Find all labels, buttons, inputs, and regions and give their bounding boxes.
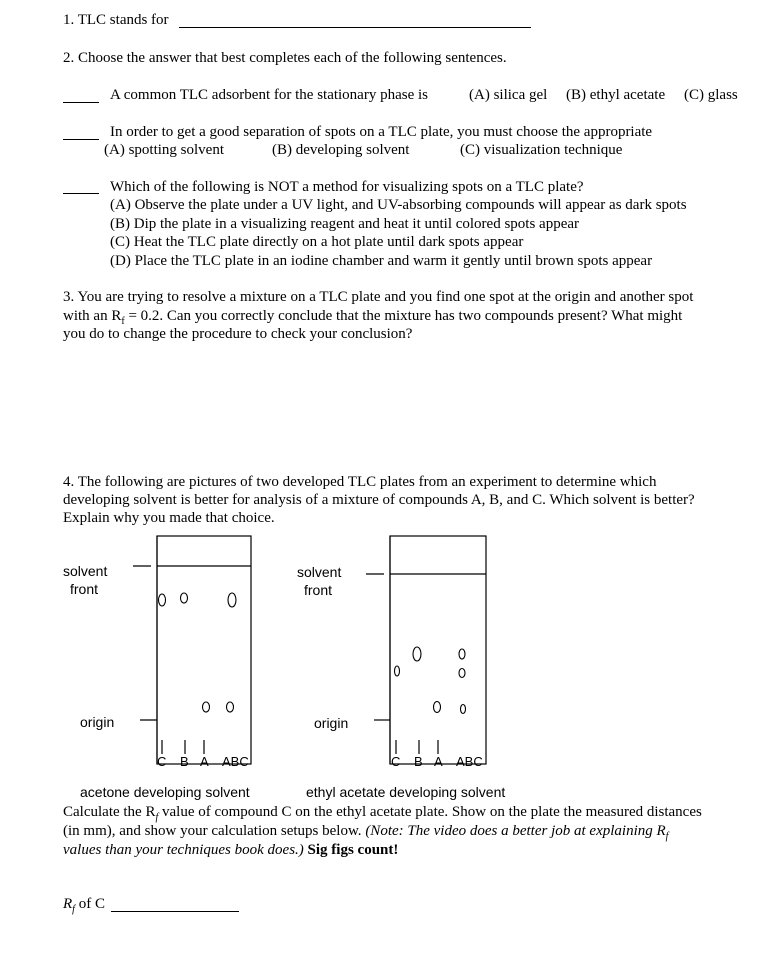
spot	[203, 702, 210, 712]
spot	[228, 593, 236, 607]
tlc-plate-acetone	[133, 536, 251, 764]
left-solvent-label: solvent	[63, 563, 108, 579]
spot	[227, 702, 234, 712]
q2b-stem: In order to get a good separation of spots on a TLC plate, you must choose the appropriate	[110, 124, 653, 140]
calc-line-2: (in mm), and show your calculation setups below. (Note: The video does a better job at explaining $R_f$	[63, 823, 669, 842]
left-lane-a: A	[200, 754, 209, 769]
right-lane-a: A	[434, 754, 443, 769]
spot	[395, 666, 400, 676]
right-lane-c: C	[391, 754, 401, 769]
q2b-option-a: (A) spotting solvent	[104, 142, 224, 158]
rf-answer-label: $R_f$ of C	[63, 896, 105, 915]
right-solvent-label: solvent	[297, 564, 342, 580]
right-front-label: front	[304, 582, 333, 598]
left-lane-b: B	[180, 754, 189, 769]
spot	[413, 647, 421, 661]
spot	[459, 649, 465, 659]
calc-line-1: Calculate the $R_f$ value of compound C on the ethyl acetate plate. Show on the plate the measured distances	[63, 804, 702, 823]
q2a-stem: A common TLC adsorbent for the stationary phase is	[110, 87, 428, 103]
q2a-option-c: (C) glass	[684, 87, 738, 103]
q2a-option-b: (B) ethyl acetate	[566, 87, 666, 103]
left-front-label: front	[70, 581, 99, 597]
tlc-spots	[159, 593, 466, 714]
q1-text: 1. TLC stands for	[63, 12, 169, 28]
q2c-option-b: (B) Dip the plate in a visualizing reagent and heat it until colored spots appear	[110, 216, 580, 232]
right-lane-abc: ABC	[456, 754, 483, 769]
q4-line-2: developing solvent is better for analysis of a mixture of compounds A, B, and C. Which solvent is better?	[63, 492, 695, 508]
q4-line-1: 4. The following are pictures of two developed TLC plates from an experiment to determine which	[63, 474, 657, 490]
rf-answer-blank[interactable]	[111, 911, 239, 912]
left-lane-abc: ABC	[222, 754, 249, 769]
calc-line-3: values than your techniques book does.) Sig figs count!	[63, 842, 399, 858]
q3-line-1: 3. You are trying to resolve a mixture on a TLC plate and you find one spot at the origin and another spot	[63, 289, 694, 305]
q2c-option-a: (A) Observe the plate under a UV light, and UV-absorbing compounds will appear as dark spots	[110, 197, 687, 213]
left-origin-label: origin	[80, 714, 115, 730]
q2c-option-c: (C) Heat the TLC plate directly on a hot plate until dark spots appear	[110, 234, 524, 250]
q3-line-3: you do to change the procedure to check your conclusion?	[63, 326, 413, 342]
spot	[459, 669, 465, 678]
spot	[159, 594, 166, 606]
right-lane-b: B	[414, 754, 423, 769]
right-plate-caption: ethyl acetate developing solvent	[306, 784, 506, 800]
spot	[181, 593, 188, 603]
q2c-option-d: (D) Place the TLC plate in an iodine chamber and warm it gently until brown spots appear	[110, 253, 653, 269]
left-plate-caption: acetone developing solvent	[80, 784, 250, 800]
q4-line-3: Explain why you made that choice.	[63, 510, 275, 526]
q2b-option-b: (B) developing solvent	[272, 142, 410, 158]
right-origin-label: origin	[314, 715, 349, 731]
spot	[461, 705, 466, 714]
spot	[434, 702, 441, 713]
q2-intro: 2. Choose the answer that best completes each of the following sentences.	[63, 50, 507, 66]
left-lane-c: C	[157, 754, 167, 769]
q2b-option-c: (C) visualization technique	[460, 142, 623, 158]
q2c-stem: Which of the following is NOT a method for visualizing spots on a TLC plate?	[110, 179, 584, 195]
q3-line-2: with an $R_f = 0.2$. Can you correctly conclude that the mixture has two compounds present? What might	[63, 308, 683, 327]
q2a-option-a: (A) silica gel	[469, 87, 548, 103]
tlc-plate-ethyl-acetate	[366, 536, 486, 764]
